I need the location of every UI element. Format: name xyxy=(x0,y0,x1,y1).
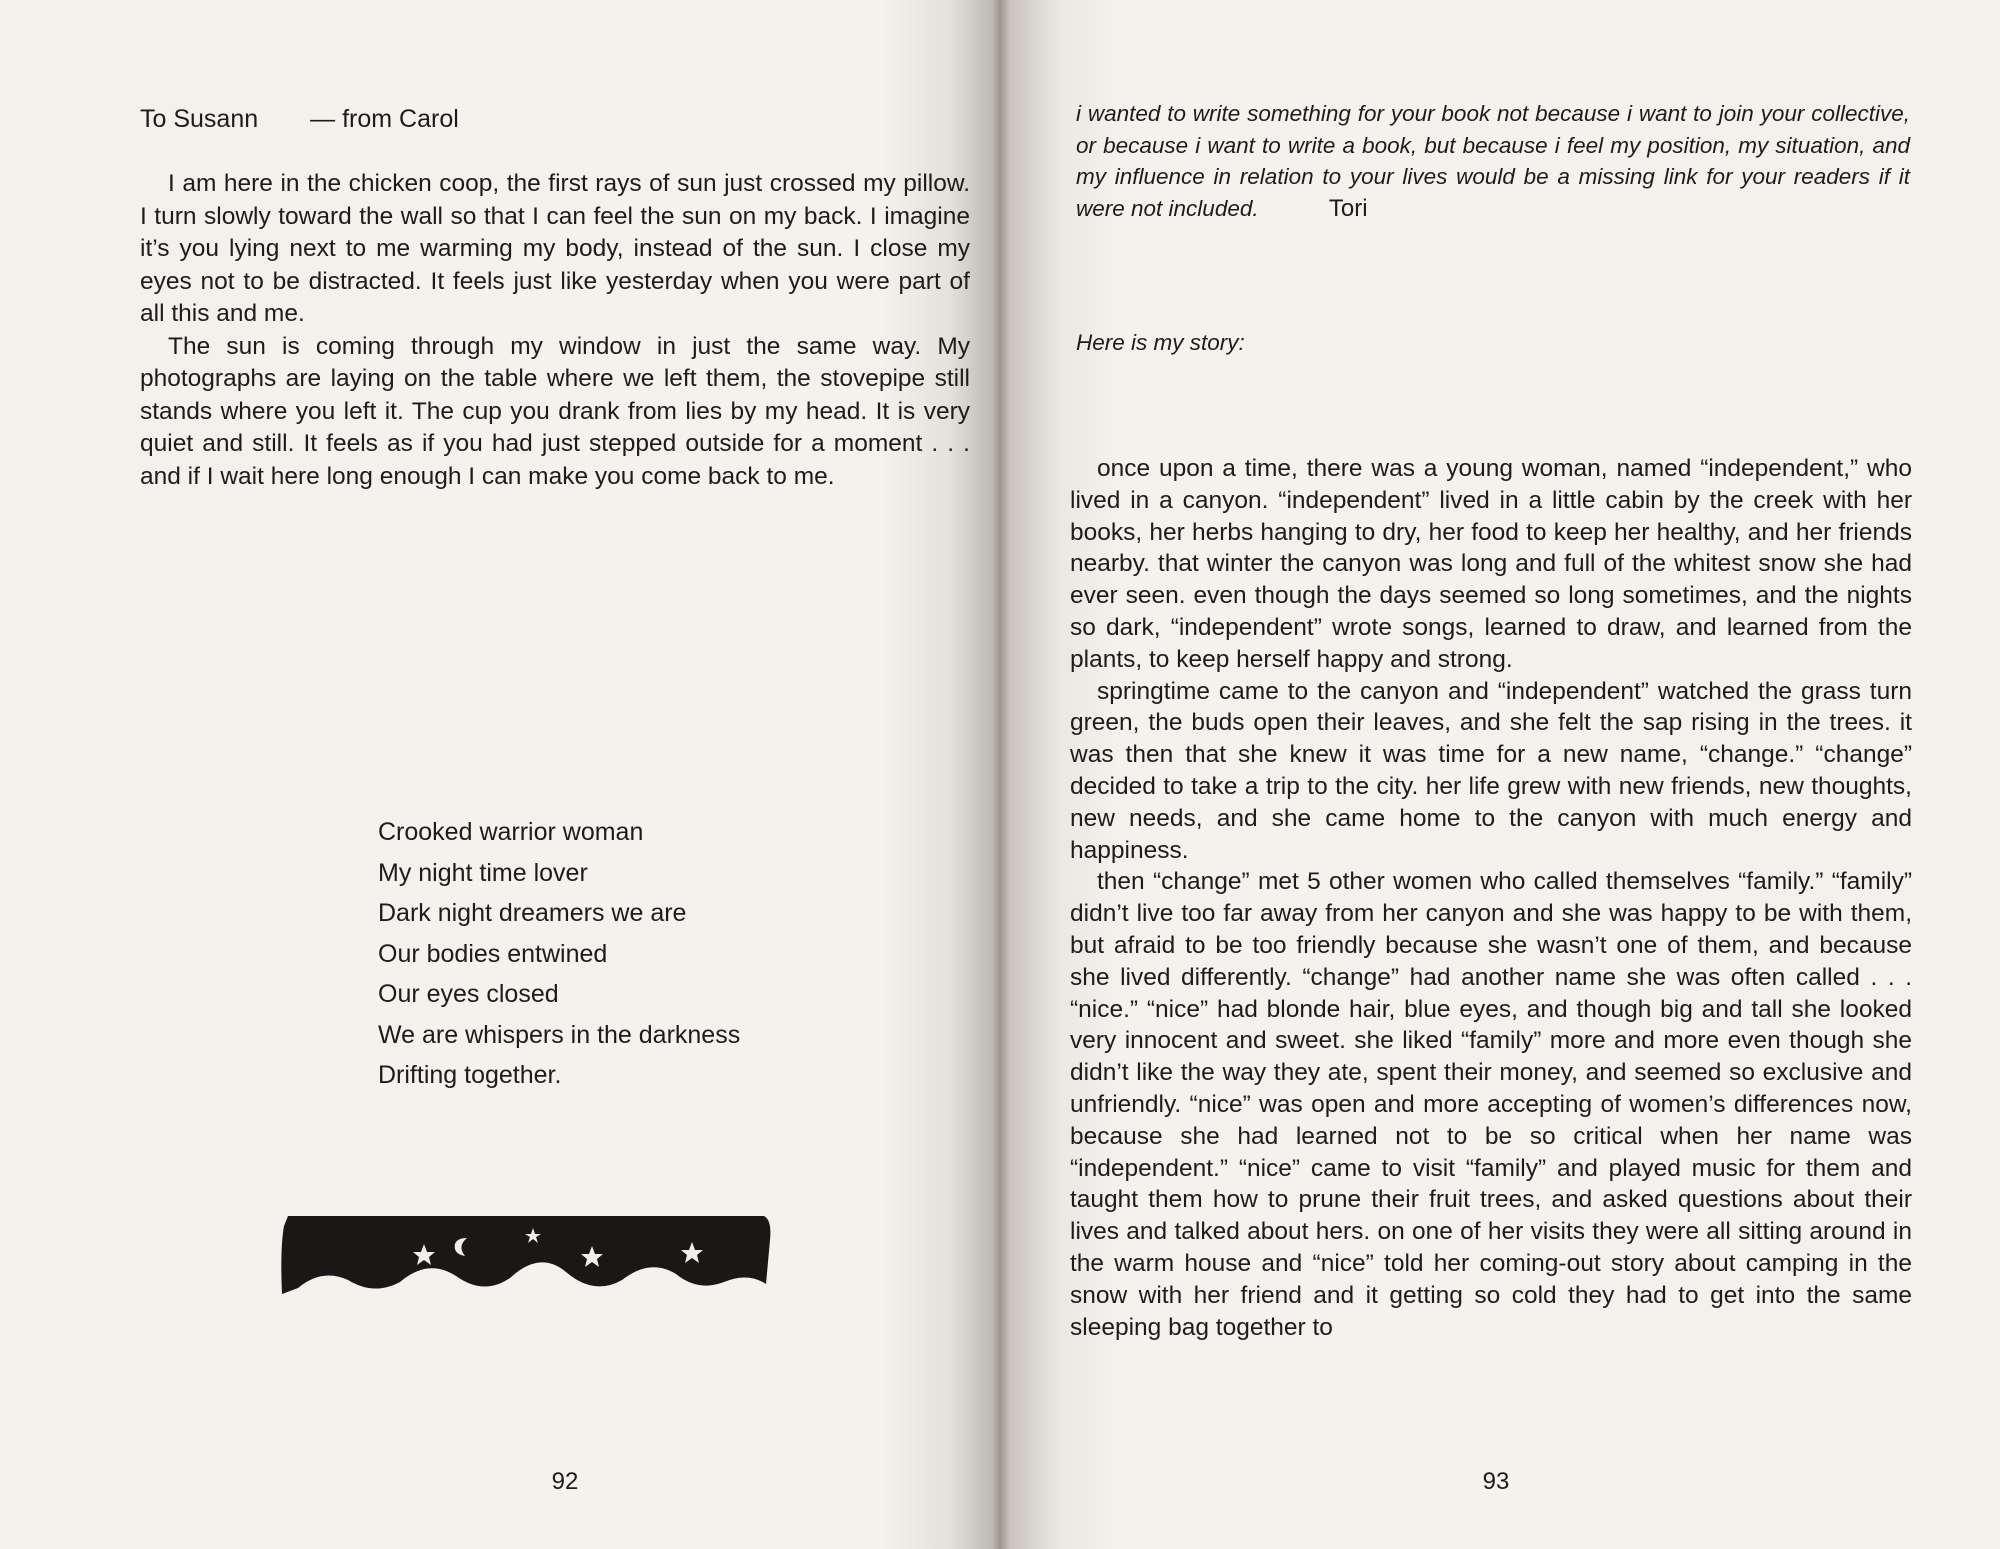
page-number: 93 xyxy=(1482,1468,1510,1495)
page-number: 92 xyxy=(551,1468,579,1495)
poem-line: Crooked warrior woman xyxy=(378,818,644,846)
signature: Tori xyxy=(1328,194,1368,222)
story-body xyxy=(1070,453,1912,1343)
story-paragraph-1: once upon a time, there was a young woman, named “independent,” who lived in a canyon. “independent” lived in a little cabin by the creek with her books, her herbs hanging to dry, her food to keep her healthy, and her friends nearby. that winter the canyon was long and full of the whitest snow she had ever seen. even though the days seemed so long sometimes, and the nights so dark, “independent” wrote songs, learned to draw, and learned from the plants, to keep herself happy and strong. xyxy=(1070,455,1912,673)
poem-line: Drifting together. xyxy=(378,1061,562,1089)
letter-paragraph-1: I am here in the chicken coop, the first rays of sun just crossed my pillow. I turn slowly toward the wall so that I can feel the sun on my back. I imagine it’s you lying next to me warming my body, instead of the sun. I close my eyes not to be distracted. It feels just like yesterday when you were part of all this and me. xyxy=(140,170,970,327)
story-paragraph-3: then “change” met 5 other women who called themselves “family.” “family” didn’t live too far away from her canyon and she was happy to be with them, but afraid to be too friendly because she wasn’t one of them, and because she lived differently. “change” had another name she was often called . . . “nice.” “nice” had blonde hair, blue eyes, and though big and tall she looked very innocent and sweet. she liked “family” more and more even though she didn’t like the way they ate, spent their money, and seemed so exclusive and unfriendly. “nice” was open and more accepting of women’s differences now, because she had learned not to be so critical when her name was “independent.” “nice” came to visit “family” and played music for them and taught them how to prune their fruit trees, and asked questions about their lives and talked about hers. on one of her visits they were all sitting around in the warm house and “nice” told her coming-out story about camping in the snow with her friend and it getting so cold they had to get into the same sleeping bag together to xyxy=(1070,868,1912,1341)
poem-line: Our bodies entwined xyxy=(378,939,608,968)
intro-note xyxy=(1076,98,1910,224)
poem-line: Our eyes closed xyxy=(378,980,559,1008)
intro-text: i wanted to write something for your book not because i want to join your collective, or because i want to write a book, but because i feel my position, my situation, and my influence in relation to your lives would be a missing link for your readers if it were not included. xyxy=(1076,101,1910,221)
poem-line: We are whispers in the darkness xyxy=(378,1020,741,1049)
letter-body xyxy=(140,168,970,493)
heading-to: To Susann xyxy=(140,105,259,133)
story-heading: Here is my story: xyxy=(1076,330,1245,355)
page-92 xyxy=(0,0,990,1549)
letter-heading xyxy=(140,100,980,138)
page-93 xyxy=(1010,0,2000,1549)
poem-line: Dark night dreamers we are xyxy=(378,899,687,927)
letter-paragraph-2: The sun is coming through my window in just the same way. My photographs are laying on the table where we left them, the stovepipe still stands where you left it. The cup you drank from lies by my head. It is very quiet and still. It feels as if you had just stepped outside for a moment . . . and if I wait here long enough I can make you come back to me. xyxy=(140,332,970,490)
heading-dash: — xyxy=(310,105,336,133)
poem xyxy=(378,812,878,1096)
poem-line: My night time lover xyxy=(378,858,588,887)
story-paragraph-2: springtime came to the canyon and “independent” watched the grass turn green, the buds open their leaves, and she felt the sap rising in the trees. it was then that she knew it was time for a new name, “change.” “change” decided to take a trip to the city. her life grew with new friends, new thoughts, new needs, and she came home to the canyon with much energy and happiness. xyxy=(1070,677,1912,864)
heading-from: from Carol xyxy=(342,105,459,133)
night-sky-mountain-icon xyxy=(278,1208,774,1296)
